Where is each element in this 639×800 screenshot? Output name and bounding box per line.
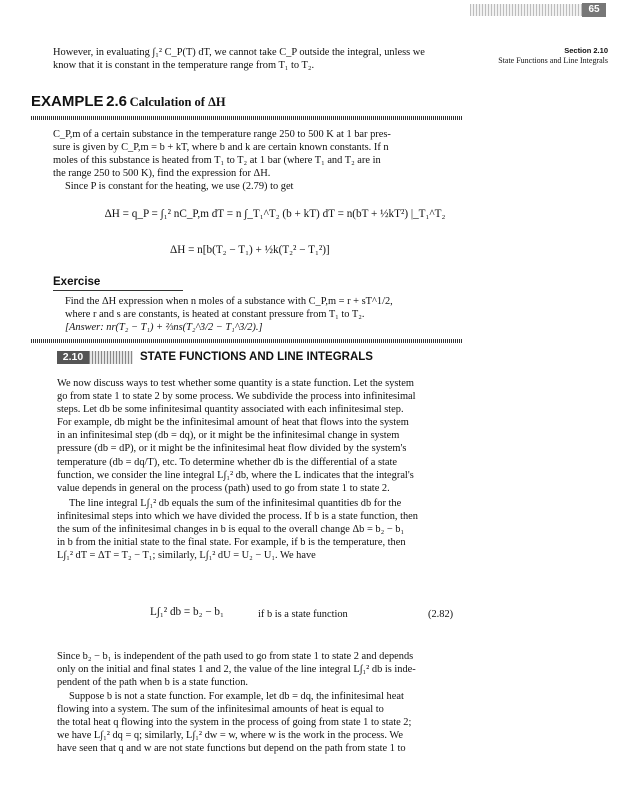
running-section-label: Section 2.10 — [564, 46, 608, 55]
section-paragraph-2 — [57, 497, 463, 562]
section-paragraph-line: The line integral L∫₁² db equals the sum of the infinitesimal quantities db for the — [69, 498, 402, 509]
equation-2-82-condition: if b is a state function — [258, 609, 348, 620]
exercise-line: Find the ΔH expression when n moles of a substance with C_P,m = r + sT^1/2, — [65, 296, 393, 307]
section-paragraph-line: pressure (db = dP), or it might be the infinitesimal heat flow divided by the system's — [57, 443, 407, 455]
section-paragraph-line: go from state 1 to state 2 by some process. We subdivide the process into infinitesimal — [57, 391, 416, 403]
intro-line-2: know that it is constant in the temperature range from T₁ to T₂. — [53, 60, 315, 72]
intro-paragraph — [53, 46, 463, 72]
section-paragraph-line: steps. Let db be some infinitesimal quantity associated with each infinitesimal step. — [57, 404, 404, 416]
section-paragraph-line: in b from the initial state to the final state. For example, if b is the temperature, then — [57, 537, 406, 549]
exercise-text — [65, 295, 463, 334]
section-paragraph-line: function, we consider the line integral L∫₁² db, where the L indicates that the integral's — [57, 469, 414, 481]
example-label: EXAMPLE — [31, 93, 104, 110]
section-heading: STATE FUNCTIONS AND LINE INTEGRALS — [140, 351, 373, 363]
section-paragraph-1 — [57, 377, 463, 495]
example-problem — [53, 128, 463, 193]
section-paragraph-line: Suppose b is not a state function. For example, let db = dq, the infinitesimal heat — [69, 691, 404, 702]
equation-2-82-number: (2.82) — [428, 609, 454, 620]
example-equation-1: ΔH = q_P = ∫₁² nC_P,m dT = n ∫_T₁^T₂ (b + kT) dT = n(bT + ½kT²) |_T₁^T₂ — [104, 208, 446, 220]
example-solution-line: Since P is constant for the heating, we use (2.79) to get — [65, 181, 294, 193]
example-problem-line: C_P,m of a certain substance in the temperature range 250 to 500 K at 1 bar pres- — [53, 129, 391, 140]
section-paragraph-line: flowing into a system. The sum of the infinitesimal amounts of heat is equal to — [57, 704, 384, 716]
section-paragraph-line: the sum of the infinitesimal changes in b is equal to the overall change Δb = b₂ − b₁ — [57, 524, 405, 536]
example-title: Calculation of ΔH — [129, 95, 226, 109]
example-heading — [31, 95, 226, 110]
section-heading-decoration — [89, 351, 133, 364]
section-paragraph-line: temperature (db = dq/T), etc. To determine whether db is the differential of a state — [57, 456, 398, 468]
section-paragraph-3 — [57, 650, 463, 689]
section-paragraph-line: infinitesimal steps into which we have divided the process. If b is a state function, then — [57, 511, 418, 523]
page-number: 65 — [582, 3, 606, 17]
example-problem-line: sure is given by C_P,m = b + kT, where b and k are certain known constants. If n — [53, 142, 389, 154]
intro-line-1-text: However, in evaluating ∫₁² C_P(T) dT, we cannot take C_P outside the integral, unless we — [53, 47, 425, 58]
example-number: 2.6 — [106, 93, 127, 110]
example-bottom-rule — [31, 339, 463, 343]
example-equation-2: ΔH = n[b(T₂ − T₁) + ½k(T₂² − T₁²)] — [170, 244, 330, 256]
section-paragraph-line: For example, db might be the infinitesimal amount of heat that flows into the system — [57, 417, 409, 429]
exercise-line: where r and s are constants, is heated at constant pressure from T₁ to T₂. — [65, 309, 365, 321]
section-number-box: 2.10 — [57, 351, 89, 364]
section-paragraph-line: We now discuss ways to test whether some quantity is a state function. Let the system — [57, 378, 414, 389]
section-paragraph-line: pendent of the path when b is a state function. — [57, 677, 249, 689]
section-paragraph-line: value depends in general on the process (path) used to go from state 1 to state 2. — [57, 482, 390, 494]
exercise-rule — [53, 290, 183, 291]
exercise-title: Exercise — [53, 276, 101, 288]
equation-2-82: L∫₁² db = b₂ − b₁ — [150, 606, 224, 618]
section-paragraph-line: in an infinitesimal step (db = dq), or it might be the infinitesimal change in system — [57, 430, 400, 442]
section-paragraph-line: Since b₂ − b₁ is independent of the path used to go from state 1 to state 2 and depends — [57, 651, 414, 662]
intro-line-1 — [53, 46, 463, 59]
section-paragraph-line: have seen that q and w are not state functions but depend on the path from state 1 to — [57, 743, 406, 755]
example-problem-line: the range 250 to 500 K), find the expression for ΔH. — [53, 168, 271, 180]
section-paragraph-line: only on the initial and final states 1 and 2, the value of the line integral L∫₁² db is inde- — [57, 664, 416, 676]
section-paragraph-line: the total heat q flowing into the system in the process of going from state 1 to state 2; — [57, 717, 412, 729]
running-section-title: State Functions and Line Integrals — [498, 56, 608, 65]
exercise-line: [Answer: nr(T₂ − T₁) + ⅔ns(T₂^3/2 − T₁^3/2).] — [65, 322, 263, 334]
section-paragraph-line: L∫₁² dT = ΔT = T₂ − T₁; similarly, L∫₁² dU = U₂ − U₁. We have — [57, 550, 316, 562]
example-top-rule — [31, 116, 463, 120]
section-paragraph-line: we have L∫₁² dq = q; similarly, L∫₁² dw = w, where w is the work in the process. We — [57, 730, 403, 742]
section-paragraph-4 — [57, 690, 463, 755]
example-problem-line: moles of this substance is heated from T₁ to T₂ at 1 bar (where T₁ and T₂ are in — [53, 155, 381, 167]
